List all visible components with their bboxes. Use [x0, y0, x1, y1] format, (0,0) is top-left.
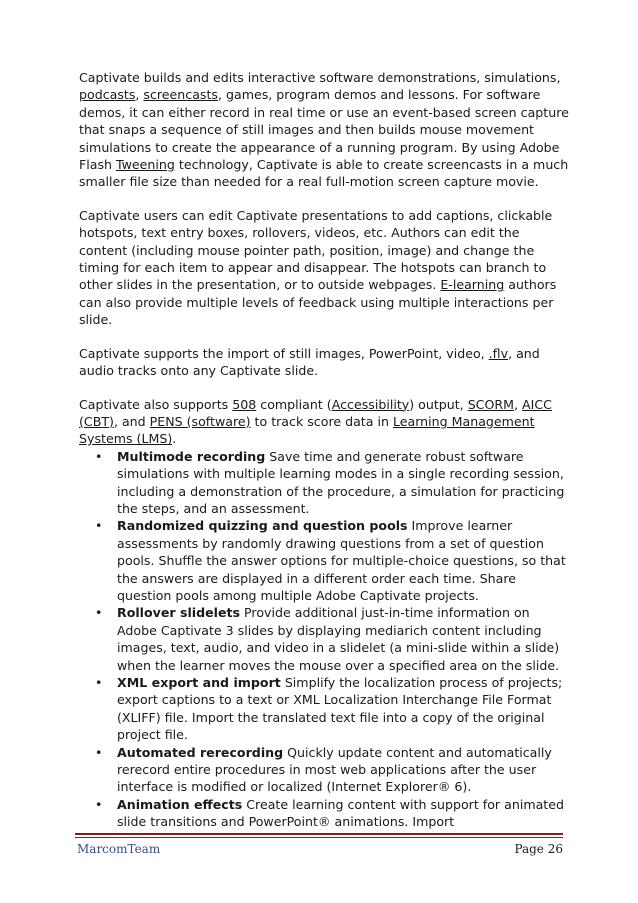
feature-text: Simplify the localization process of projects; export captions to a text or XML Localization Interchange File Format (XLIFF) file. Import the translated text file into a copy of the original project file.	[117, 675, 563, 743]
link-lms[interactable]: Learning Management Systems (LMS)	[79, 413, 535, 447]
text: , and audio tracks onto any Captivate slide.	[79, 345, 540, 379]
feature-text: Provide additional just-in-time information on Adobe Captivate 3 slides by displaying mediarich content including images, text, audio, and video in a slidelet (a mini-slide within a slide) when the learner moves the mouse over a specified area on the slide.	[117, 605, 560, 673]
link-e-learning[interactable]: E-learning	[440, 277, 505, 293]
text: .	[172, 431, 177, 447]
feature-title: Rollover slidelets	[117, 605, 241, 621]
text: , and	[113, 413, 150, 429]
feature-text: Improve learner assessments by randomly drawing questions from a set of question pools. Shuffle the answer options for multiple-choice questions, so that the answers are displayed in a different order each time. Share question pools among multiple Adobe Captivate projects.	[117, 518, 566, 603]
bullet-icon: •	[95, 675, 103, 690]
page-number: Page 26	[514, 842, 563, 856]
link-pens[interactable]: PENS (software)	[149, 413, 251, 429]
link-tweening[interactable]: Tweening	[116, 157, 175, 173]
list-item	[95, 796, 569, 831]
feature-title: Animation effects	[117, 796, 243, 812]
paragraph-intro	[79, 69, 569, 191]
bullet-icon: •	[95, 518, 103, 534]
link-scorm[interactable]: SCORM	[467, 396, 515, 412]
text: technology, Captivate is able to create screencasts in a much smaller file size than needed for a real full-motion screen capture movie.	[79, 157, 569, 190]
feature-text: Quickly update content and automatically rerecord entire procedures in most web applications after the user interface is modified or localized (Internet Explorer® 6).	[117, 744, 552, 795]
bullet-icon: •	[95, 448, 103, 464]
feature-text: Create learning content with support for animated slide transitions and PowerPoint® animations. Import	[117, 796, 564, 830]
text: authors can also provide multiple levels of feedback using multiple interactions per slide.	[79, 277, 557, 328]
link-accessibility[interactable]: Accessibility	[331, 396, 410, 412]
link-aicc[interactable]: AICC (CBT)	[79, 396, 552, 429]
footer-divider	[75, 837, 563, 838]
text: Captivate also supports	[79, 396, 233, 412]
footer-company: MarcomTeam	[77, 842, 161, 856]
list-item	[95, 674, 569, 744]
feature-list	[79, 448, 569, 831]
footer-divider	[75, 833, 563, 835]
text: Captivate builds and edits interactive software demonstrations, simulations,	[79, 70, 561, 85]
list-item	[95, 517, 569, 604]
link-508[interactable]: 508	[232, 396, 257, 412]
link-flv[interactable]: .flv	[488, 345, 509, 361]
text: Captivate users can edit Captivate presentations to add captions, clickable hotspots, text entry boxes, rollovers, videos, etc. Authors can edit the content (including mouse pointer path, position, image) and change the timing for each item to appear and disappear. The hotspots can branch to other slides in the presentation, or to outside webpages.	[79, 207, 553, 293]
paragraph-standards	[79, 396, 569, 448]
link-screencasts[interactable]: screencasts	[143, 87, 218, 103]
bullet-icon: •	[95, 744, 103, 760]
list-item	[95, 604, 569, 674]
bullet-icon: •	[95, 605, 103, 621]
text: Captivate supports the import of still images, PowerPoint, video,	[79, 345, 489, 361]
list-item	[95, 448, 569, 518]
list-item	[95, 744, 569, 796]
link-podcasts[interactable]: podcasts	[79, 87, 136, 103]
feature-text: Save time and generate robust software simulations with multiple learning modes in a single recording session, including a demonstration of the procedure, a simulation for practicing the steps, and an assessment.	[117, 448, 565, 516]
feature-title: Multimode recording	[117, 448, 266, 464]
paragraph-import	[79, 345, 569, 380]
text: to track score data in	[250, 413, 393, 429]
feature-title: Randomized quizzing and question pools	[117, 518, 408, 534]
page-body	[79, 69, 569, 831]
text: ) output,	[409, 396, 468, 412]
bullet-icon: •	[95, 796, 103, 812]
text: ,	[135, 87, 144, 103]
text: ,	[514, 396, 523, 412]
text: , games, program demos and lessons. For software demos, it can either record in real time or use an event-based screen capture that snaps a sequence of still images and then builds mouse movement simulations to create the appearance of a running program. By using Adobe Flash	[79, 87, 569, 173]
feature-title: XML export and import	[117, 675, 281, 690]
text: compliant (	[256, 396, 332, 412]
feature-title: Automated rerecording	[117, 744, 284, 760]
paragraph-editing	[79, 207, 569, 329]
